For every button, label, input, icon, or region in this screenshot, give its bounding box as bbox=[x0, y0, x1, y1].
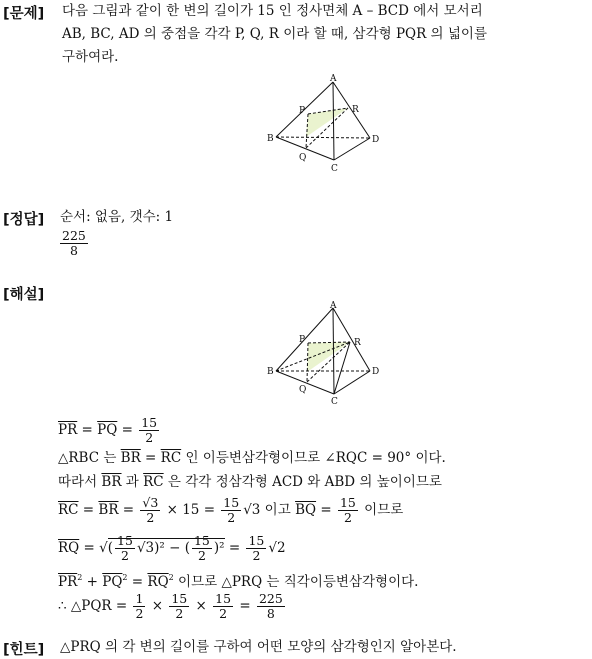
solution-line-7 bbox=[58, 592, 287, 621]
label-d: D bbox=[372, 135, 380, 145]
frac-num: 225 bbox=[258, 591, 283, 606]
seg-rc: $\overline{RC}$ bbox=[58, 502, 79, 518]
triangle-pqr-shade-2 bbox=[307, 342, 350, 372]
text: √2 bbox=[268, 540, 286, 556]
seg-rq: $\overline{RQ}$ bbox=[58, 540, 80, 556]
frac-num: 15 bbox=[141, 415, 158, 430]
label-r-2: R bbox=[354, 338, 361, 348]
answer-numerator: 225 bbox=[62, 228, 86, 243]
label-q-2: Q bbox=[299, 385, 307, 395]
superscript: 2 bbox=[168, 573, 174, 582]
times: × bbox=[147, 598, 168, 614]
label-a: A bbox=[330, 74, 337, 84]
solution-line-4 bbox=[58, 496, 403, 525]
text: 이므로 △PRQ 는 직각이등변삼각형이다. bbox=[173, 574, 419, 590]
frac-num: √3 bbox=[142, 495, 159, 510]
seg-bq: $\overline{BQ}$ bbox=[295, 502, 317, 518]
text: × 15 = bbox=[162, 502, 220, 518]
superscript: 2 bbox=[77, 573, 83, 582]
frac-num: 15 bbox=[223, 495, 240, 510]
eq: = bbox=[78, 502, 99, 518]
plus: + bbox=[82, 574, 103, 590]
text: △RBC 는 bbox=[58, 450, 121, 466]
frac-den: 2 bbox=[146, 510, 155, 525]
frac-den: 2 bbox=[343, 510, 352, 525]
text: 은 각각 정삼각형 ACD 와 ABD 의 높이이므로 bbox=[163, 474, 442, 490]
seg-rq: $\overline{RQ}$ bbox=[147, 574, 169, 590]
seg-br: $\overline{BR}$ bbox=[120, 450, 141, 466]
text: 이므로 bbox=[359, 502, 404, 518]
problem-line-2: AB, BC, AD 의 중점을 각각 P, Q, R 이라 할 때, 삼각형 PQR 의 넓이를 bbox=[62, 26, 488, 42]
text: √3)² − ( bbox=[136, 540, 190, 556]
answer-tag: [정답] bbox=[3, 212, 45, 228]
eq: = bbox=[79, 540, 100, 556]
answer-meta: 순서: 없음, 갯수: 1 bbox=[60, 209, 174, 225]
label-c-2: C bbox=[331, 397, 338, 406]
frac-num: 15 bbox=[248, 533, 265, 548]
label-c: C bbox=[331, 164, 338, 174]
seg-pr: $\overline{PR}$ bbox=[58, 574, 78, 590]
eq: = bbox=[77, 422, 98, 438]
sqrt-body bbox=[107, 533, 225, 563]
text: ∴ △PQR = bbox=[58, 598, 132, 614]
text: 인 이등변삼각형이므로 ∠RQC = 90° 이다. bbox=[181, 450, 446, 466]
answer-denominator: 8 bbox=[69, 243, 78, 258]
text: )² bbox=[213, 540, 225, 556]
label-b: B bbox=[267, 134, 274, 144]
seg-pq: $\overline{PQ}$ bbox=[102, 574, 123, 590]
eq: = bbox=[118, 502, 139, 518]
paren: ( bbox=[107, 540, 114, 556]
eq: = bbox=[140, 450, 161, 466]
seg-br: $\overline{BR}$ bbox=[98, 502, 119, 518]
text: 따라서 bbox=[58, 474, 102, 490]
eq: = bbox=[316, 502, 336, 518]
label-p: P bbox=[299, 106, 306, 116]
solution-tag: [해설] bbox=[3, 287, 45, 303]
label-d-2: D bbox=[372, 367, 380, 377]
label-b-2: B bbox=[267, 367, 274, 377]
seg-br: $\overline{BR}$ bbox=[101, 474, 122, 490]
frac-den: 2 bbox=[197, 548, 206, 563]
solution-line-5 bbox=[58, 534, 286, 563]
eq: = bbox=[235, 598, 255, 614]
label-r: R bbox=[352, 105, 359, 115]
hint-tag: [힌트] bbox=[3, 642, 45, 658]
frac-num: 15 bbox=[117, 533, 133, 548]
eq: = bbox=[117, 422, 138, 438]
solution-line-6 bbox=[58, 566, 418, 594]
problem-line-1: 다음 그림과 같이 한 변의 길이가 15 인 정사면체 A – BCD 에서 모서리 bbox=[62, 3, 483, 19]
problem-line-3: 구하여라. bbox=[62, 49, 119, 65]
eq: = bbox=[224, 540, 245, 556]
frac-den: 2 bbox=[252, 548, 261, 563]
label-p-2: P bbox=[299, 335, 306, 345]
answer-fraction bbox=[58, 229, 90, 258]
hint-text: △PRQ 의 각 변의 길이를 구하여 어떤 모양의 삼각형인지 알아본다. bbox=[60, 639, 457, 655]
eq: = bbox=[127, 574, 148, 590]
text: √3 이고 bbox=[243, 502, 296, 518]
times: × bbox=[191, 598, 212, 614]
solution-line-1 bbox=[58, 416, 161, 445]
label-q: Q bbox=[299, 153, 307, 163]
solution-line-3 bbox=[58, 471, 442, 494]
tetrahedron-figure-solution bbox=[262, 300, 384, 406]
frac-den: 2 bbox=[135, 606, 144, 621]
seg-pq: $\overline{PQ}$ bbox=[97, 422, 118, 438]
solution-line-2 bbox=[58, 447, 446, 470]
frac-den: 2 bbox=[175, 606, 184, 621]
superscript: 2 bbox=[122, 573, 128, 582]
label-a-2: A bbox=[330, 301, 337, 311]
frac-den: 8 bbox=[266, 606, 275, 621]
sqrt-sign: √ bbox=[99, 540, 108, 556]
frac-den: 2 bbox=[121, 548, 129, 563]
triangle-pqr-shade bbox=[306, 108, 348, 137]
seg-rc: $\overline{RC}$ bbox=[143, 474, 164, 490]
frac-num: 15 bbox=[339, 495, 356, 510]
frac-num: 1 bbox=[135, 591, 144, 606]
frac-num: 15 bbox=[171, 591, 188, 606]
problem-tag: [문제] bbox=[3, 6, 45, 22]
seg-rc: $\overline{RC}$ bbox=[160, 450, 182, 466]
frac-num: 15 bbox=[193, 533, 210, 548]
frac-den: 2 bbox=[227, 510, 236, 525]
frac-den: 2 bbox=[219, 606, 228, 621]
seg-pr: $\overline{PR}$ bbox=[58, 422, 78, 438]
text: 과 bbox=[121, 474, 144, 490]
frac-den: 2 bbox=[145, 430, 154, 445]
tetrahedron-figure-problem bbox=[262, 72, 382, 174]
frac-num: 15 bbox=[215, 591, 232, 606]
